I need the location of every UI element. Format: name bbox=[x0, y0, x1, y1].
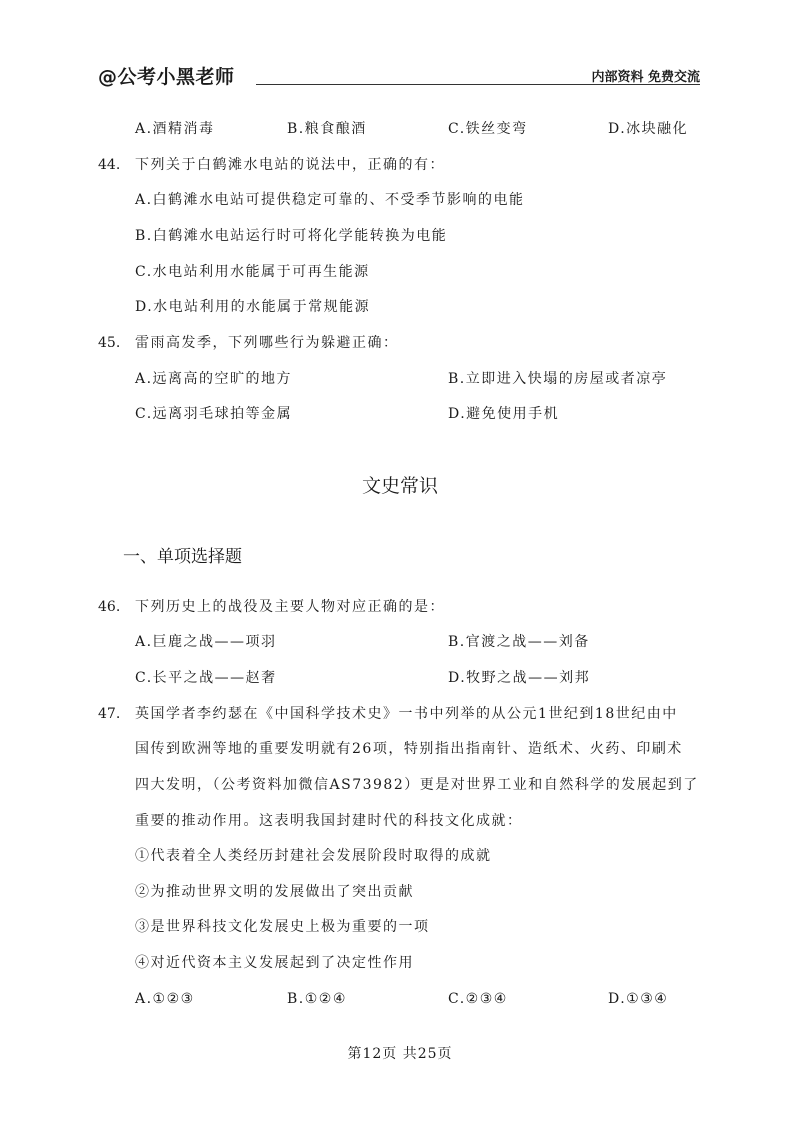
q47-option-b: B.①②④ bbox=[287, 991, 347, 1007]
q47-stem-line: 重要的推动作用。这表明我国封建时代的科技文化成就： bbox=[135, 813, 523, 829]
q43-option-c: C.铁丝变弯 bbox=[448, 121, 528, 137]
q47-statement-3: ③是世界科技文化发展史上极为重要的一项 bbox=[135, 919, 430, 935]
q47-statement-4: ④对近代资本主义发展起到了决定性作用 bbox=[135, 955, 414, 971]
q46-stem: 下列历史上的战役及主要人物对应正确的是： bbox=[135, 599, 445, 615]
q45-option-b: B.立即进入快塌的房屋或者凉亭 bbox=[448, 371, 668, 387]
q44-stem: 下列关于白鹤滩水电站的说法中，正确的有： bbox=[135, 157, 445, 173]
q47-stem-line: 四大发明，（公考资料加微信AS73982）更是对世界工业和自然科学的发展起到了 bbox=[135, 777, 699, 793]
q47-statement-2: ②为推动世界文明的发展做出了突出贡献 bbox=[135, 884, 414, 900]
q44-option-a: A.白鹤滩水电站可提供稳定可靠的、不受季节影响的电能 bbox=[135, 192, 525, 208]
q45-option-a: A.远离高的空旷的地方 bbox=[135, 371, 293, 387]
q46-option-d: D.牧野之战——刘邦 bbox=[448, 670, 591, 686]
q44-option-c: C.水电站利用水能属于可再生能源 bbox=[135, 264, 370, 280]
q47-number: 47. bbox=[98, 706, 121, 722]
section-title: 文史常识 bbox=[361, 475, 438, 497]
q46-option-b: B.官渡之战——刘备 bbox=[448, 634, 590, 650]
q45-option-d: D.避免使用手机 bbox=[448, 406, 560, 422]
header-tag: 内部资料 免费交流 bbox=[591, 70, 700, 85]
q44-number: 44. bbox=[98, 157, 121, 173]
page-footer: 第12页 共25页 bbox=[347, 1046, 453, 1062]
q47-stem-line: 国传到欧洲等地的重要发明就有26项，特别指出指南针、造纸术、火药、印刷术 bbox=[135, 741, 683, 757]
q46-number: 46. bbox=[98, 599, 121, 615]
q44-option-d: D.水电站利用的水能属于常规能源 bbox=[135, 299, 371, 315]
q47-statement-1: ①代表着全人类经历封建社会发展阶段时取得的成就 bbox=[135, 848, 492, 864]
q45-number: 45. bbox=[98, 335, 121, 351]
q46-option-a: A.巨鹿之战——项羽 bbox=[135, 634, 277, 650]
q43-option-b: B.粮食酿酒 bbox=[287, 121, 367, 137]
q43-option-d: D.冰块融化 bbox=[608, 121, 689, 137]
brand-title: @公考小黑老师 bbox=[98, 66, 235, 88]
q45-stem: 雷雨高发季，下列哪些行为躲避正确： bbox=[135, 335, 399, 351]
q46-option-c: C.长平之战——赵奢 bbox=[135, 670, 277, 686]
page-header bbox=[98, 62, 700, 88]
q45-option-c: C.远离羽毛球拍等金属 bbox=[135, 406, 293, 422]
q47-option-a: A.①②③ bbox=[135, 991, 195, 1007]
section-subhead: 一、单项选择题 bbox=[123, 547, 242, 567]
q43-option-a: A.酒精消毒 bbox=[135, 121, 215, 137]
q47-option-d: D.①③④ bbox=[608, 991, 669, 1007]
q44-option-b: B.白鹤滩水电站运行时可将化学能转换为电能 bbox=[135, 228, 448, 244]
q47-option-c: C.②③④ bbox=[448, 991, 508, 1007]
q47-stem-line: 英国学者李约瑟在《中国科学技术史》一书中列举的从公元1世纪到18世纪由中 bbox=[135, 706, 678, 722]
